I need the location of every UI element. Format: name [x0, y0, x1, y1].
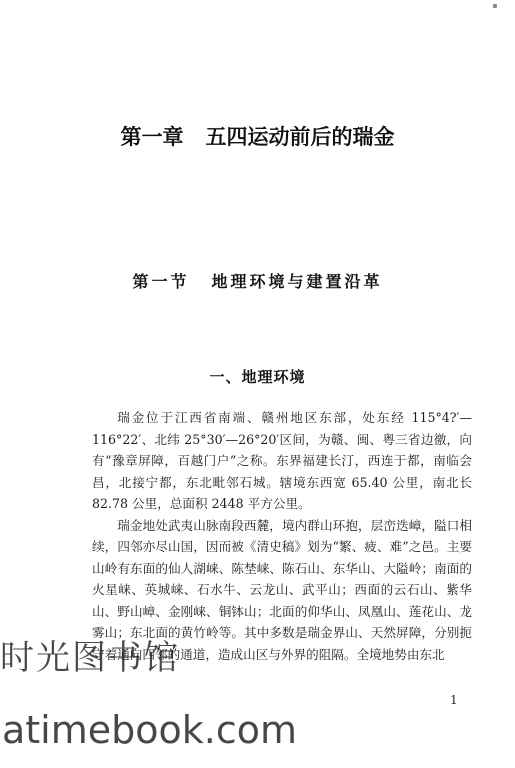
watermark-url: atimebook.com	[2, 708, 298, 752]
subsection-heading: 一、地理环境	[209, 368, 306, 386]
chapter-heading	[0, 121, 515, 151]
chapter-title: 五四运动前后的瑞金	[205, 125, 395, 149]
section-number: 第一节	[132, 272, 190, 291]
page-number: 1	[450, 693, 458, 707]
paragraph: 瑞金地处武夷山脉南段西麓，境内群山环抱，层峦迭嶂，隘口相续，四邻亦尽山国，因而被《清史稿》划为“繁、疲、难”之邑。主要山岭有东面的仙人湖崃、陈埜崃、陈石山、东华山、大隘岭；南面的火星崃、英城崃、石水牛、云龙山、武平山；西面的云石山、紫华山、野山嶂、金刚崃、铜钵山；北面的仰华山、凤凰山、莲花山、龙雾山；东北面的黄竹岭等。其中多数是瑞金界山、天然屏障，分别扼守着通向四邻的通道，造成山区与外界的阻隔。全境地势由东北	[92, 517, 472, 662]
body-text	[92, 407, 472, 665]
chapter-number: 第一章	[120, 125, 184, 149]
section-title: 地理环境与建置沿革	[211, 272, 383, 291]
scan-mark	[493, 4, 497, 8]
paragraph: 瑞金位于江西省南端、赣州地区东部，处东经 115°4?′—116°22′、北纬 25°30′—26°20′区间，为赣、闽、粤三省边徼，向有“豫章屏障，百越门户”之称。东界福建长汀，西连于都，南临会昌，北接宁都，东北毗邻石城。辖境东西宽 65.40 公里，南北长 82.78 公里，总面积 2448 平方公里。	[92, 410, 472, 511]
watermark-title: 时光图书馆	[0, 638, 180, 678]
section-heading	[0, 269, 515, 292]
